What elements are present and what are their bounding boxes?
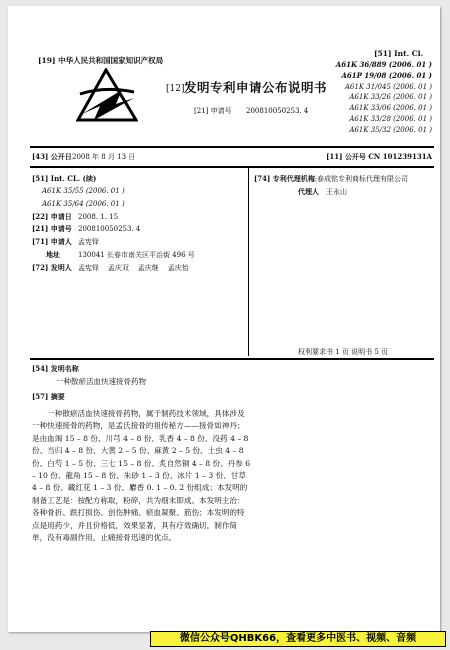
- int-cl-list: [336, 60, 432, 136]
- column-divider: [248, 168, 249, 356]
- invention-name-label: [54] 发明名称: [32, 364, 79, 373]
- promo-banner: [150, 631, 446, 647]
- inventors: 孟宪铎 孟庆双 孟庆继 孟庆怡: [78, 264, 189, 272]
- patent-document-page: [8, 6, 440, 632]
- int-cl-item: A61P 19/08 (2006. 01 ): [341, 70, 432, 80]
- pub-date: 2008 年 8 月 13 日: [72, 153, 136, 161]
- int-cl-item: A61K 31/045 (2006. 01 ): [344, 82, 432, 91]
- invention-name: 一种散瘀活血快速接骨药物: [56, 377, 146, 386]
- promo-banner-text: 微信公众号QHBK66，查看更多中医书、视频、音频: [179, 633, 417, 644]
- divider-line: [30, 166, 434, 168]
- agent-label: 代理人: [298, 187, 319, 196]
- int-cl-item: A61K 33/06 (2006. 01 ): [349, 104, 432, 113]
- int-cl-label: [51] Int. Cl.: [374, 49, 424, 58]
- pub-date-label: [43] 公开日: [32, 152, 72, 161]
- doc-type-title: 发明专利申请公布说明书: [184, 80, 328, 95]
- agency-label: [74] 专利代理机构: [254, 174, 315, 183]
- abstract-text: 一种散瘀活血快速接骨药物，属于制药技术领域，具体涉及一种快速接骨的药物，是孟氏接骨的祖传秘方——接骨如神丹；是由血竭 15 – 8 份、川芎 4 – 8 份、乳香 4 – 8 份、没药 4 – 8 份、当归 4 – 8 份、大黄 2 – 5 份、麻黄 2 – 5 份、土虫 4 – 8 份、白芍 1 – 5 份、三七 15 – 8 份、炙自然铜 4 – 8 份、丹参 6 – 10 份、龍角 15 – 8 份、朱砂 1 – 3 份、冰片 1 – 3 份、甘草 4 – 8 份、藏红花 1 – 3 份、麝香 0. 1 – 0. 2 份组成；本发明的制备工艺是：按配方称取，粉碎，共为细末即成。本发明主治：各种骨折、跌打损伤、创伤肿痛、瘀血凝聚、筋伤；本发明的特点是用药少，并且价格低，效果显著，具有疗效确切，制作简单，没有毒副作用，止痛接骨迅速的优点。: [32, 409, 251, 543]
- agency: 长春成铭专利商标代理有限公司: [310, 175, 408, 183]
- page-counts: 权利要求书 1 页 说明书 5 页: [298, 348, 389, 356]
- filing-date-label: [22] 申请日: [32, 212, 72, 221]
- divider-line: [30, 146, 434, 148]
- applicant: 孟宪铎: [78, 238, 99, 246]
- app-number-label: [21] 申请号: [194, 107, 232, 115]
- pub-number: [11] 公开号 CN 101239131A: [326, 152, 432, 161]
- abstract-label: [57] 摘要: [32, 392, 65, 401]
- inventor-label: [72] 发明人: [32, 263, 72, 272]
- cnipa-logo-icon: [76, 68, 138, 122]
- office-label: [19] 中华人民共和国国家知识产权局: [38, 56, 164, 65]
- app-no-label: [21] 申请号: [32, 224, 72, 233]
- filing-date: 2008. 1. 15: [78, 213, 119, 221]
- applicant-label: [71] 申请人: [32, 237, 72, 246]
- app-number: 200810050253. 4: [246, 107, 309, 115]
- app-no: 200810050253. 4: [78, 225, 141, 233]
- int-cl-cont-item: A61K 35/64 (2006. 01 ): [42, 200, 125, 208]
- divider-line: [30, 358, 434, 360]
- int-cl-cont-item: A61K 35/55 (2006. 01 ): [42, 187, 125, 195]
- agent: 王永山: [326, 188, 347, 196]
- address-label: 地址: [46, 250, 60, 259]
- int-cl-item: A61K 35/32 (2006. 01 ): [349, 125, 432, 134]
- int-cl-item: A61K 33/28 (2006. 01 ): [349, 114, 432, 123]
- doc-type-code: [12]: [166, 84, 185, 94]
- address: 130041 长春市南关区平治街 496 号: [78, 251, 195, 259]
- int-cl-item: A61K 33/26 (2006. 01 ): [349, 93, 432, 102]
- int-cl-cont-label: [51] Int. CL. (续): [32, 174, 97, 183]
- int-cl-item: A61K 36/889 (2006. 01 ): [335, 60, 432, 69]
